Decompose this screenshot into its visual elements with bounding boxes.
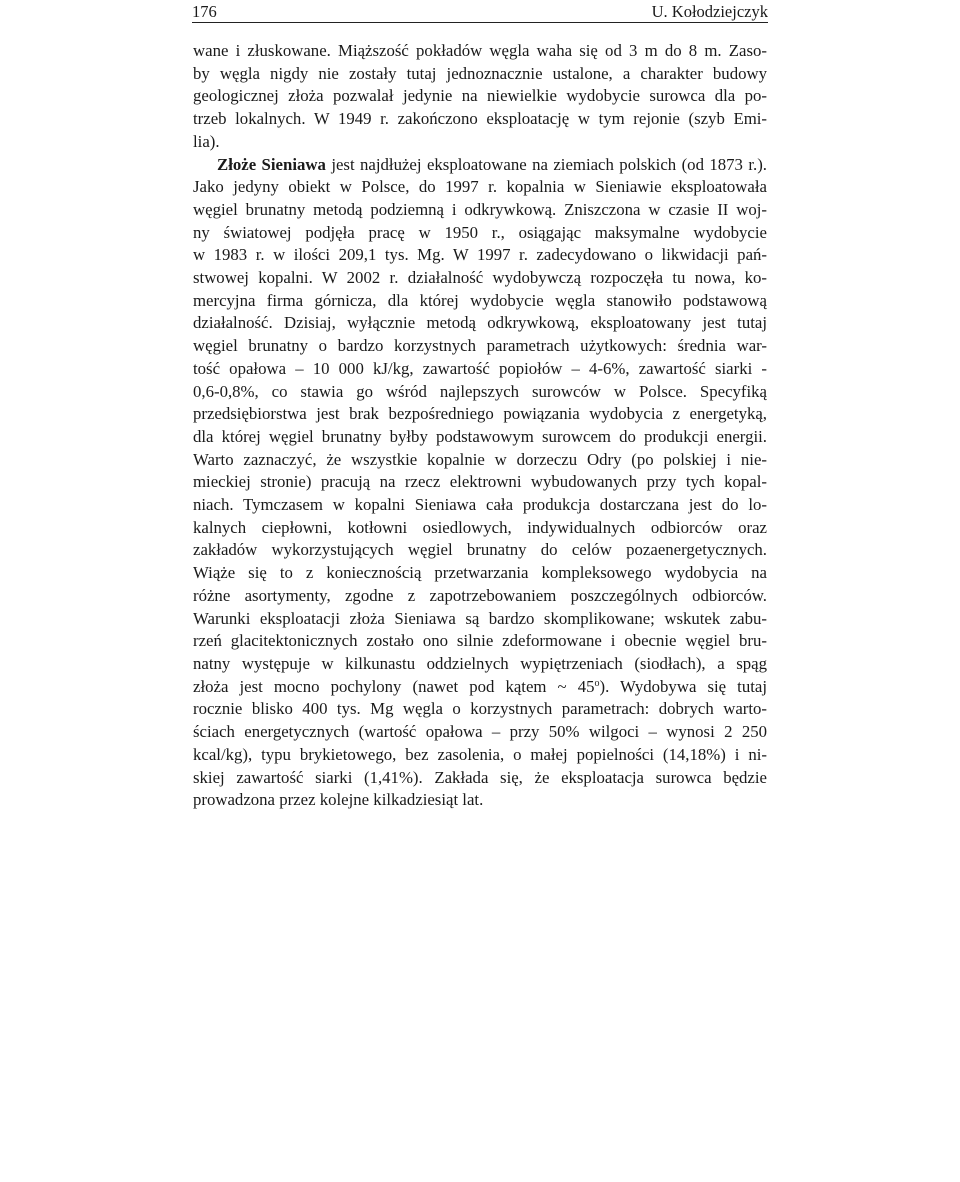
degree-superscript: o	[594, 677, 600, 689]
text-line: geologicznej złoża pozwalał jedynie na niewielkie wydobycie surowca dla po-	[193, 86, 767, 106]
body-text	[193, 40, 767, 812]
text-line: rzeń glacitektonicznych zostało ono silnie zdeformowane i obecnie węgiel bru-	[193, 631, 767, 651]
text-line: przedsiębiorstwa jest brak bezpośredniego powiązania wydobycia z energetyką,	[193, 404, 767, 424]
text-line: prowadzona przez kolejne kilkadziesiąt lat.	[193, 790, 484, 810]
angle-text-after: ). Wydobywa się tutaj	[599, 676, 767, 696]
running-header	[192, 0, 768, 23]
paragraph-intro	[193, 40, 767, 154]
text-line: zakładów wykorzystujących węgiel brunatny do celów pozaenergetycznych.	[193, 540, 767, 560]
text-line: ściach energetycznych (wartość opałowa – przy 50% wilgoci – wynosi 2 250	[193, 722, 767, 742]
paragraph-sieniawa	[193, 154, 767, 812]
text-line: lia).	[193, 131, 220, 151]
angle-text-before: złoża jest mocno pochylony (nawet pod kątem ~ 45	[193, 676, 595, 696]
text-line: stwowej kopalni. W 2002 r. działalność wydobywczą rozpoczęła tu nowa, ko-	[193, 268, 767, 288]
text-line-angle	[193, 676, 767, 699]
lead-text: jest najdłużej eksploatowane na ziemiach polskich (od 1873 r.).	[325, 154, 767, 174]
text-line: tość opałowa – 10 000 kJ/kg, zawartość popiołów – 4-6%, zawartość siarki -	[193, 358, 767, 378]
text-line: wane i złuskowane. Miąższość pokładów węgla waha się od 3 m do 8 m. Zaso-	[193, 41, 767, 60]
text-line: kcal/kg), typu brykietowego, bez zasolenia, o małej popielności (14,18%) i ni-	[193, 744, 767, 764]
text-line: kalnych ciepłowni, kotłowni osiedlowych, indywidualnych odbiorców oraz	[193, 517, 767, 537]
text-line: 0,6-0,8%, co stawia go wśród najlepszych surowców w Polsce. Specyfiką	[193, 381, 767, 401]
text-line: niach. Tymczasem w kopalni Sieniawa cała produkcja dostarczana jest do lo-	[193, 495, 767, 515]
text-line: dla której węgiel brunatny byłby podstawowym surowcem do produkcji energii.	[193, 426, 767, 446]
text-line: Warto zaznaczyć, że wszystkie kopalnie w dorzeczu Odry (po polskiej i nie-	[193, 449, 767, 469]
text-line: ny światowej podjęła pracę w 1950 r., osiągając maksymalne wydobycie	[193, 222, 767, 242]
text-line: działalność. Dzisiaj, wyłącznie metodą odkrywkową, eksploatowany jest tutaj	[193, 313, 767, 333]
deposit-name: Złoże Sieniawa	[217, 154, 326, 174]
text-line: Wiąże się to z koniecznością przetwarzania kompleksowego wydobycia na	[193, 563, 767, 583]
page-number: 176	[192, 2, 217, 21]
text-line: różne asortymenty, zgodne z zapotrzebowaniem poszczególnych odbiorców.	[193, 585, 767, 605]
text-line: skiej zawartość siarki (1,41%). Zakłada się, że eksploatacja surowca będzie	[193, 767, 767, 787]
text-line: trzeb lokalnych. W 1949 r. zakończono eksploatację w tym rejonie (szyb Emi-	[193, 109, 767, 129]
text-line: rocznie blisko 400 tys. Mg węgla o korzystnych parametrach: dobrych warto-	[193, 699, 767, 719]
text-line-lead	[193, 154, 767, 177]
text-line: natny występuje w kilkunastu oddzielnych wypiętrzeniach (siodłach), a spąg	[193, 653, 767, 673]
text-line: Warunki eksploatacji złoża Sieniawa są bardzo skomplikowane; wskutek zabu-	[193, 608, 767, 628]
text-line: mercyjna firma górnicza, dla której wydobycie węgla stanowiło podstawową	[193, 290, 767, 310]
running-author: U. Kołodziejczyk	[651, 2, 768, 21]
text-line: węgiel brunatny metodą podziemną i odkrywkową. Zniszczona w czasie II woj-	[193, 199, 767, 219]
text-line: mieckiej stronie) pracują na rzecz elektrowni wybudowanych przy tych kopal-	[193, 472, 767, 492]
text-line: w 1983 r. w ilości 209,1 tys. Mg. W 1997 r. zadecydowano o likwidacji pań-	[193, 245, 767, 265]
text-line: węgiel brunatny o bardzo korzystnych parametrach użytkowych: średnia war-	[193, 336, 767, 356]
text-line: Jako jedyny obiekt w Polsce, do 1997 r. kopalnia w Sieniawie eksploatowała	[193, 177, 767, 197]
text-line: by węgla nigdy nie zostały tutaj jednoznacznie ustalone, a charakter budowy	[193, 63, 767, 83]
